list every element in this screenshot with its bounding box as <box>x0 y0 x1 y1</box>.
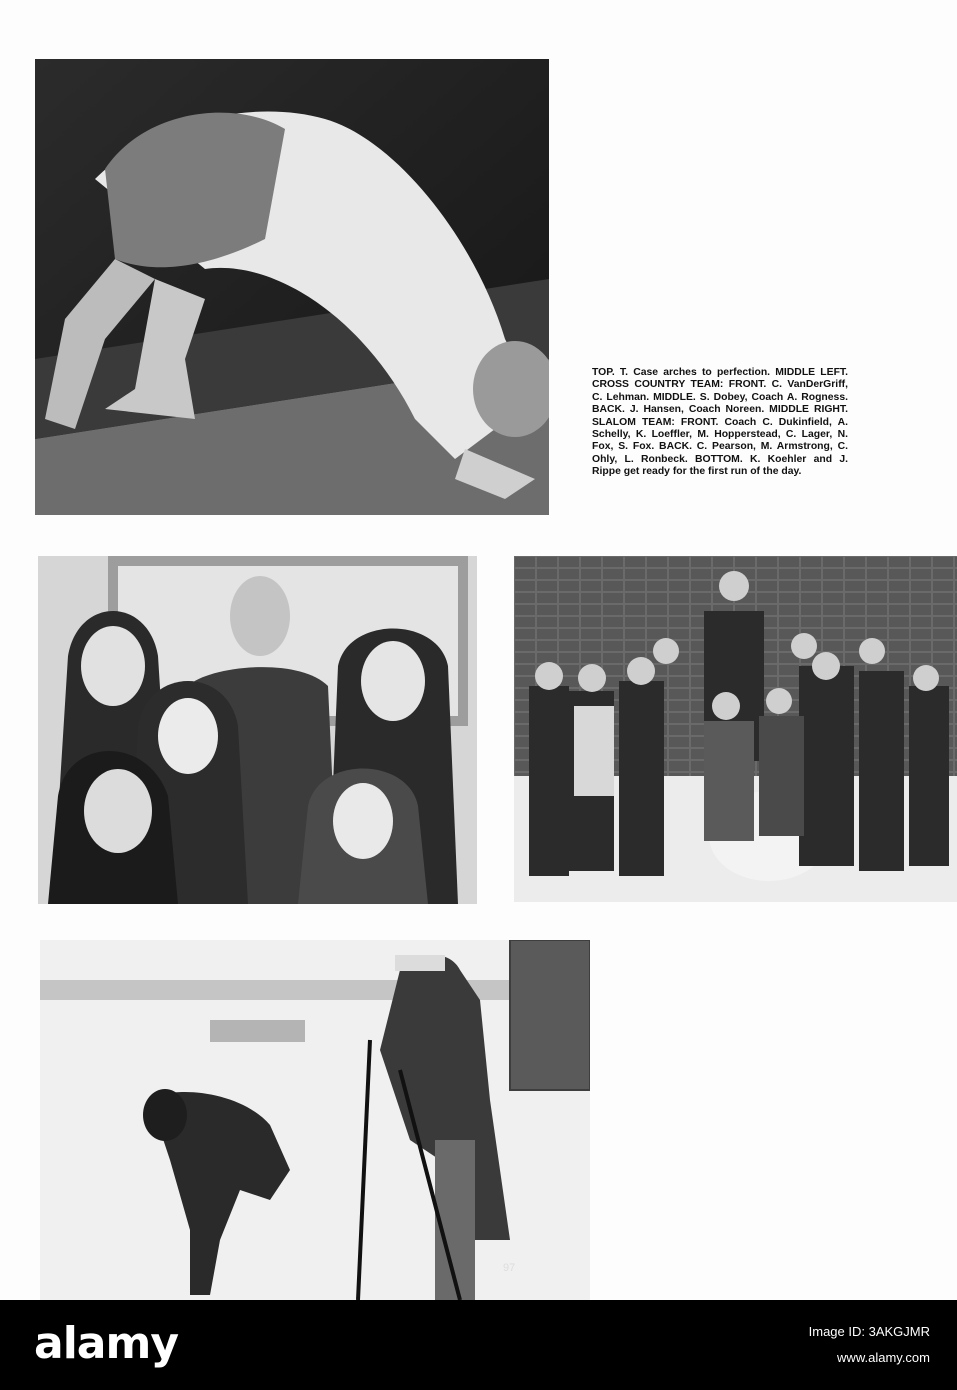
photo-cross-country-team <box>38 556 477 904</box>
footer-logo: alamy <box>34 1318 178 1369</box>
photo-slalom-team <box>514 556 957 902</box>
photo-caption: TOP. T. Case arches to perfection. MIDDLE LEFT. CROSS COUNTRY TEAM: FRONT. C. VanDerGriff, C. Lehman. MIDDLE. S. Dobey, Coach A. Rogness. BACK. J. Hansen, Coach Noreen. MIDDLE RIGHT. SLALOM TEAM: FRONT. Coach C. Dukinfield, A. Schelly, K. Loeffler, M. Hopperstead, C. Lager, N. Fox, S. Fox. BACK. C. Pearson, M. Armstrong, C. Ohly, L. Ronbeck. BOTTOM. K. Koehler and J. Rippe get ready for the first run of the day. <box>592 367 848 478</box>
photo-skiers <box>40 940 590 1300</box>
footer-url: www.alamy.com <box>837 1350 930 1365</box>
page-number: 97 <box>503 1262 516 1274</box>
image-id-label: Image ID: 3AKGJMR <box>808 1324 930 1339</box>
photo-gymnast-backbend <box>35 59 549 515</box>
watermark-footer <box>0 1300 957 1390</box>
